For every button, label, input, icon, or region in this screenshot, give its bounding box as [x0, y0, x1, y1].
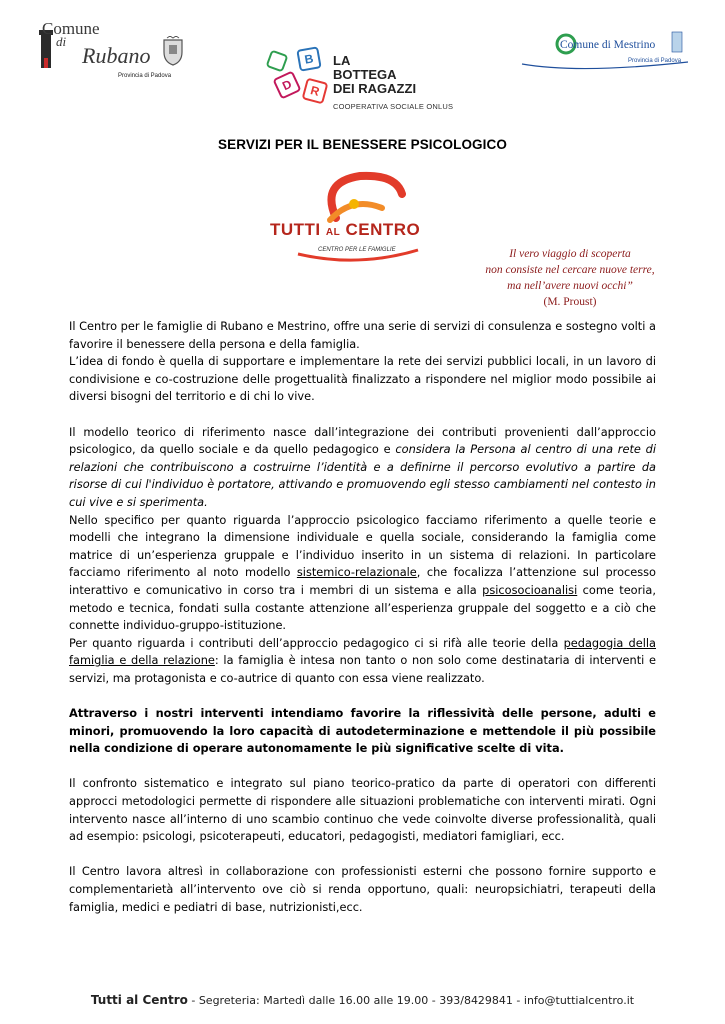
quote-author: (M. Proust): [543, 296, 597, 308]
proust-quote: [466, 246, 674, 310]
paragraph-7: Il confronto sistematico e integrato sul piano teorico-pratico da parte di operatori con differenti approcci metodologici permette di rispondere alle situazioni problematiche con interventi mirati. Ogni intervento nasce all’interno di uno scambio continuo che vede coinvolte diverse professionalità, quali ad esempio: psicologi, psicoterapeuti, educatori, pedagogisti, mediatori famigliari, ecc.: [69, 776, 656, 844]
bottega-logo: [268, 44, 468, 114]
cube-d-icon: D: [272, 70, 301, 99]
paragraph-5: [69, 635, 656, 688]
paragraph-2: L’idea di fondo è quella di supportare e implementare la rete dei servizi pubblici locali, in un lavoro di condivisione e co-costruzione delle progettualità finalizzato a rispondere nel miglior modo possibile ai diversi bisogni del territorio e di chi lo vive.: [69, 354, 656, 404]
tac-title-a: TUTTI: [270, 220, 321, 239]
tac-subtitle: CENTRO PER LE FAMIGLIE: [318, 247, 396, 253]
paragraph-4: [69, 512, 656, 635]
footer-name: Tutti al Centro: [90, 993, 188, 1007]
bottega-line2: BOTTEGA: [333, 67, 397, 82]
quote-line-2: non consiste nel cercare nuove terre,: [485, 264, 655, 276]
mestrino-logo: [520, 30, 690, 72]
rubano-line2: di: [56, 34, 67, 49]
paragraph-5-c: : la famiglia è intesa non tanto o non solo come destinataria di interventi e servizi, ma protagonista e co-autrice di quanto con essa viene realizzato.: [69, 653, 657, 685]
tac-title-c: CENTRO: [345, 220, 421, 239]
paragraph-3-b: considera la Persona al centro di una rete di relazioni che contribuiscono a costruirne l’identità e a definirne il percorso evolutivo a partire da risorse di cui l'individuo è portatore, attivando e promuovendo egli stesso cambiamenti nel contesto in cui vive e si sperimenta.: [69, 442, 656, 509]
paragraph-8: Il Centro lavora altresì in collaborazione con professionisti esterni che possono fornire supporto e complementarietà all’intervento ove ciò si renda opportuno, quali: neuropsichiatri, terapeuti della famiglia, medici e pediatri di base, nutrizionisti,ecc.: [69, 864, 656, 914]
footer-sep: -: [187, 994, 199, 1007]
paragraph-4-c: , che focalizza l’attenzione sul processo interattivo e comunicativo in corso tra i membri di un sistema e alla: [69, 565, 656, 597]
bottega-line3: DEI RAGAZZI: [333, 81, 417, 96]
crest-icon: [162, 36, 184, 66]
tutti-al-centro-logo: [268, 168, 450, 266]
paragraph-4-e: come teoria, metodo e tecnica, fondati sulla costante attenzione all’esperienza gruppale del soggetto e a ciò che connette individuo-gruppo-istituzione.: [69, 582, 656, 633]
link-pedagogia-famiglia: pedagogia della famiglia e della relazione: [69, 635, 656, 668]
mestrino-swoosh-icon: [520, 30, 690, 72]
cube-r-icon: R: [302, 78, 329, 105]
quote-line-3: ma nell’avere nuovi occhi”: [507, 280, 633, 292]
paragraph-1: Il Centro per le famiglie di Rubano e Mestrino, offre una serie di servizi di consulenza e sostegno volti a favorire il benessere della persona e della famiglia.: [69, 319, 656, 351]
body-text: [69, 318, 656, 916]
cube-b2-icon: [265, 49, 288, 72]
bottega-line1: LA: [333, 53, 351, 68]
tac-title-b: AL: [325, 227, 341, 238]
paragraph-4-a: Nello specifico per quanto riguarda l’approccio psicologico facciamo riferimento a quelle teorie e modelli che integrano la dimensione individuale e quella sociale, considerando la famiglia come matrice di un’esperienza gruppale e l’individuo inserito in un sistema di relazioni. In particolare facciamo riferimento al noto modello: [69, 512, 656, 580]
link-sistemico-relazionale: sistemico-relazionale: [296, 565, 417, 580]
rubano-logo: [36, 18, 186, 84]
bottega-subtitle: COOPERATIVA SOCIALE ONLUS: [333, 102, 454, 111]
page-title: SERVIZI PER IL BENESSERE PSICOLOGICO: [218, 137, 507, 152]
cube-b-icon: B: [296, 46, 321, 71]
paragraph-3-a: Il modello teorico di riferimento nasce dall’integrazione dei contributi provenienti dall’approccio psicologico, da quello sociale e da quello pedagogico e: [69, 424, 656, 457]
rubano-line1: Comune: [42, 19, 100, 38]
footer: [0, 993, 725, 1007]
rubano-province: Provincia di Padova: [118, 73, 172, 79]
paragraph-6-bold: Attraverso i nostri interventi intendiamo favorire la riflessività delle persone, adulti e minori, promuovendo la loro capacità di autodeterminazione e mettendole il più possibile nella condizione di operare autonomamente le più significative scelte di vita.: [69, 706, 656, 756]
mestrino-province: Provincia di Padova: [628, 58, 682, 64]
rubano-line3: Rubano: [82, 43, 151, 68]
tac-title: [270, 220, 420, 240]
quote-line-1: Il vero viaggio di scoperta: [509, 248, 631, 260]
mestrino-title: Comune di Mestrino: [560, 39, 656, 51]
paragraph-5-a: Per quanto riguarda i contributi dell’approccio pedagogico ci si rifà alle teorie della: [69, 635, 564, 650]
paragraph-3: [69, 424, 656, 512]
link-psicosocioanalisi: psicosocioanalisi: [482, 582, 578, 597]
footer-details: Segreteria: Martedì dalle 16.00 alle 19.00 - 393/8429841 - info@tuttialcentro.it: [198, 994, 635, 1007]
